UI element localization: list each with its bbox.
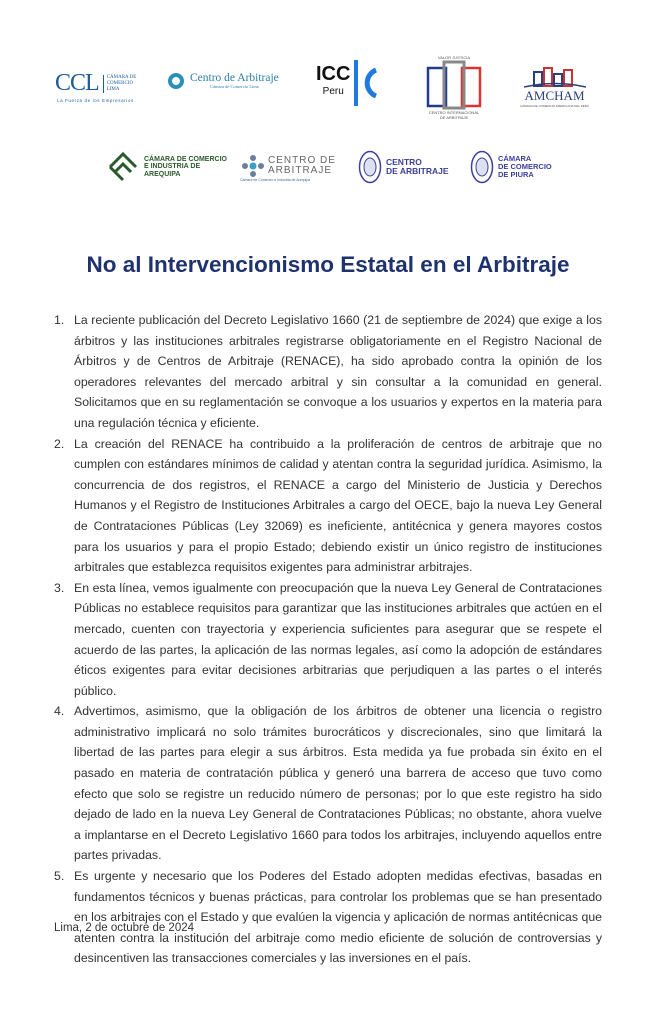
camara-comercio-piura-logo: CÁMARA DE COMERCIO DE PIURA <box>470 150 552 184</box>
list-item: 3. En esta línea, vemos igualmente con preocupación que la nueva Ley General de Contrataciones Públicas no establece requisitos para garantizar que las instituciones arbitrales que actúen en el mercado, cuenten con trayectoria y experiencia suficientes para asegurar que se respete el acuerdo de las partes, la aplicación de las normas legales, así como la adopción de estándares éticos exigentes para evitar decisiones arbitrarias que perjudiquen a las partes o el interés público. <box>54 580 602 698</box>
icc-peru-logo: ICC Peru <box>316 60 386 106</box>
centro-arbitraje-arequipa-logo: CENTRO DE ARBITRAJE Cámara de Comercio e Industria de Arequipa <box>240 155 336 182</box>
list-item: 1. La reciente publicación del Decreto Legislativo 1660 (21 de septiembre de 2024) que exige a los árbitros y las instituciones arbitrales registrarse obligatoriamente en el Registro Nacional de Árbitros y de Centros de Arbitraje (RENACE), ha sido aprobado contra la opinión de los operadores relevantes del mercado arbitral y sin consultar a la comunidad en general. Solicitamos que en su reglamentación se convoque a los usuarios y expertos en la materia para una regulación técnica y eficiente. <box>54 313 602 430</box>
icc-mark-icon <box>350 60 386 106</box>
centro-arbitraje-piura-logo: CENTRO DE ARBITRAJE <box>358 150 449 184</box>
seal-icon <box>470 150 494 184</box>
ring-icon <box>168 73 184 89</box>
arequipa-mark-icon <box>106 150 142 184</box>
page-title: No al Intervencionismo Estatal en el Arbitraje <box>86 252 570 277</box>
centro-arbitraje-lima-logo: Centro de Arbitraje Cámara de Comercio Lima <box>168 72 279 89</box>
numbered-list <box>54 310 602 969</box>
list-item: 4. Advertimos, asimismo, que la obligación de los árbitros de obtener una licencia o registro administrativo implicará no solo trámites burocráticos y discrecionales, sino que limitará la libertad de las partes para elegir a sus árbitros. Esta medida ya fue probada sin éxito en el pasado en materia de contratación pública y generó una barrera de acceso que tuvo como efecto que solo se registre un reducido número de personas; por lo que este registro ha sido dejado de lado en la nueva Ley General de Contrataciones Públicas; no obstante, ahora vuelve a implantarse en el Decreto Legislativo 1660 para todos los arbitrajes, incluyendo aquellos entre partes privadas. <box>54 704 602 863</box>
dots-icon <box>240 154 266 178</box>
camara-arequipa-logo: CÁMARA DE COMERCIO E INDUSTRIA DE AREQUIPA <box>106 150 227 184</box>
date-line: Lima, 2 de octubre de 2024 <box>54 922 195 934</box>
amcham-logo: AMCHAM CÁMARA DE COMERCIO AMERICANA DEL PERÚ <box>520 66 589 108</box>
cia-mark-icon <box>426 60 482 110</box>
skyline-icon <box>524 66 586 88</box>
seal-icon <box>358 150 382 184</box>
cia-logo: VALOR JUSTICIA CENTRO INTERNACIONAL DE ARBITRAJE <box>426 55 482 120</box>
list-item: 2. La creación del RENACE ha contribuido a la proliferación de centros de arbitraje que no cumplen con estándares mínimos de calidad y atentan contra la seguridad jurídica. Asimismo, la concurrencia de dos registros, el RENACE a cargo del Ministerio de Justicia y Derechos Humanos y el Registro de Instituciones Arbitrales a cargo del OECE, bajo la nueva Ley General de Contrataciones Públicas (Ley 32069) es ineficiente, antitécnica y genera mayores costos para los usuarios y para el propio Estado; debiendo existir un único registro de instituciones arbitrales que establezca requisitos exigentes para administrar arbitrajes. <box>54 436 602 575</box>
ccl-logo: CCL CÁMARA DE COMERCIO LIMA La Fuerza de los Empresarios <box>55 70 147 97</box>
list-item: 5. Es urgente y necesario que los Poderes del Estado adopten medidas efectivas, basadas en fundamentos técnicos y buenas prácticas, para controlar los problemas que se han presentado en los arbitrajes con el Estado y que evalúen la vigencia y aplicación de normas antitécnicas que atenten contra la institución del arbitraje como medio eficiente de solución de controversias y desincentiven las transacciones comerciales y las inversiones en el país. <box>54 869 602 966</box>
